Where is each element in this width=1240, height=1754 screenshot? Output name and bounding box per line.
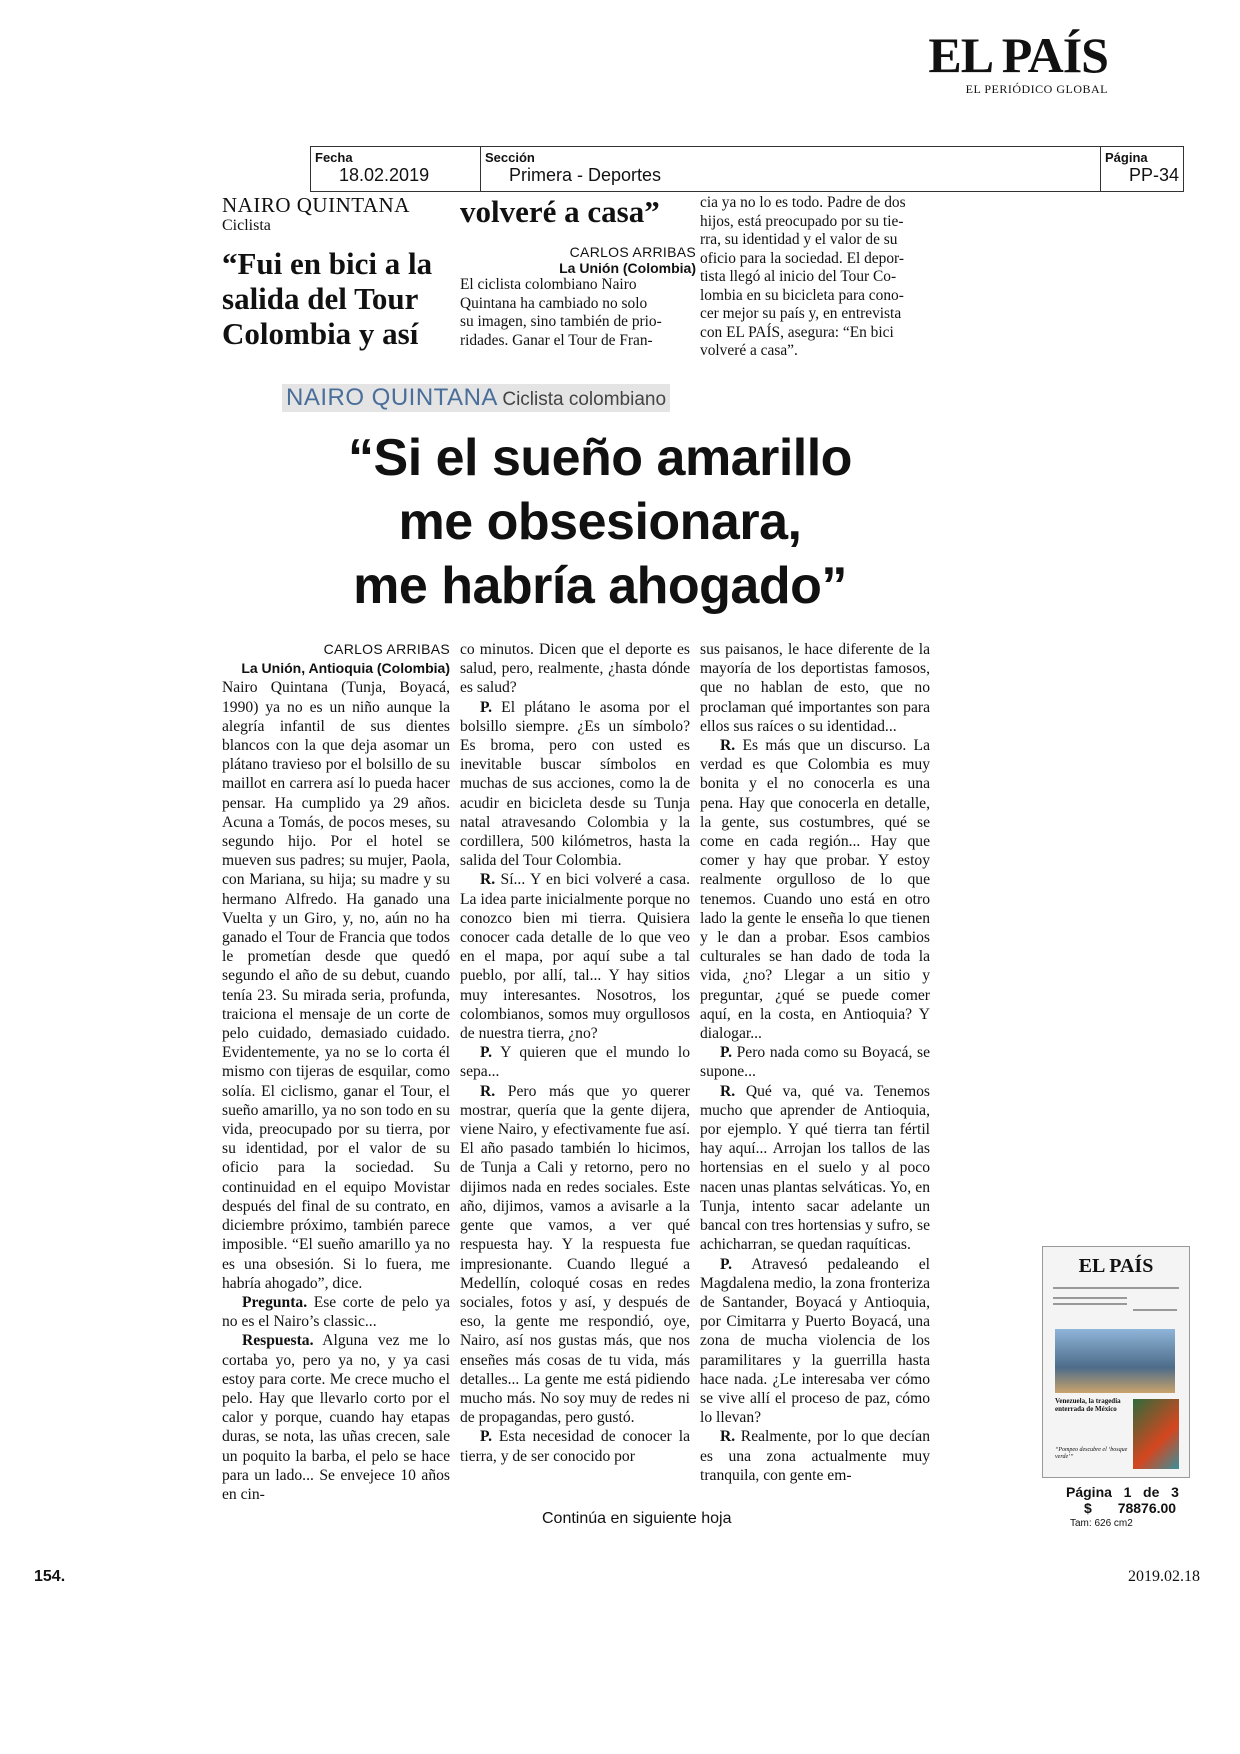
kicker-role: Ciclista colombiano [502,389,667,410]
article-paragraph: P. Y quieren que el mundo lo sepa... [460,1044,690,1081]
teaser-intro [222,194,448,351]
thumbnail-text-line [1133,1309,1177,1311]
thumbnail-rule [1053,1287,1179,1289]
page-thumbnail[interactable] [1042,1246,1190,1478]
article-paragraph: P. Esta necesidad de conocer la tierra, y de ser conocido por [460,1428,690,1465]
pagination-page: 1 [1123,1484,1132,1500]
seccion-value: Primera - Deportes [509,165,662,185]
teaser-line: su imagen, sino también de prio- [460,313,662,330]
qa-marker: R. [720,737,736,755]
article-paragraph: sus paisanos, le hace diferente de la mayoría de los deportistas famosos, que no hablan de esto, que no proclaman qué importantes son para ellos sus raíces o su identidad... [700,641,930,735]
headline-line: “Si el sueño amarillo [348,429,852,487]
teaser-line: volveré a casa”. [700,342,798,359]
article-paragraph: P. Atravesó pedaleando el Magdalena medio, la zona fronteriza de Santander, Boyacá y Antioquia, por Cimitarra y Puerto Boyacá, una zona de mucha violencia de los paramilitares y la guerrilla hasta hace nada. ¿Le interesaba ver cómo se vive allí el proceso de paz, cómo lo llevan? [700,1255,930,1427]
thumbnail-logo: EL PAÍS [1078,1255,1154,1277]
teaser-text-col3 [700,194,936,361]
teaser-headline-line: “Fui en bici a la [222,246,433,281]
price-value: 78876.00 [1117,1500,1177,1516]
thumbnail-subheadline: “Pompeo descubre el ‘bosque verde’” [1055,1447,1128,1460]
headline-line: me obsesionara, [398,493,802,551]
kicker-name: NAIRO QUINTANA [286,384,498,411]
article-kicker [282,384,670,412]
footer-number: 154. [34,1568,66,1585]
article-paragraph: P. Pero nada como su Boyacá, se supone... [700,1044,930,1081]
article-column-2 [460,640,690,1466]
article-paragraph: P. El plátano le asoma por el bolsillo siempre. ¿Es un símbolo? Es broma, pero con usted es inevitable buscar símbolos en muchas de sus acciones, como la de acudir en bicicleta desde su Tunja natal atravesando Colombia y la cordillera, 500 kilómetros, hasta la salida del Tour Colombia. [460,698,690,870]
teaser-line: con EL PAÍS, asegura: “En bici [700,323,894,341]
fecha-value: 18.02.2019 [339,165,430,185]
seccion-cell [481,147,1101,191]
teaser-name: NAIRO QUINTANA [222,193,410,217]
pagina-cell [1101,147,1183,191]
article-paragraph: Pregunta. Ese corte de pelo ya no es el Nairo’s classic... [222,1293,450,1331]
article-paragraph: R. Sí... Y en bici volveré a casa. La idea parte inicialmente porque no conozco bien mi tierra. Quisiera conocer cada detalle de lo que veo en el mapa, por aquí sube a tal pueblo, por allí, tal... Y hay sitios muy interesantes. Nosotros, los colombianos, somos muy orgullosos de nuestra tierra, ¿no? [460,871,690,1043]
teaser-place: La Unión (Colombia) [559,260,696,276]
headline-line: me habría ahogado” [353,557,847,615]
article-place: La Unión, Antioquia (Colombia) [241,660,450,677]
pagination-pages [1066,1484,1179,1500]
fecha-label: Fecha [315,150,353,165]
qa-marker: P. [480,1044,492,1062]
thumbnail-headline: Venezuela, la tragedia enterrada de México [1055,1397,1121,1413]
teaser-line: rra, su identidad y el valor de su [700,231,898,248]
qa-marker: R. [480,1082,496,1100]
article-paragraph: R. Qué va, qué va. Tenemos mucho que aprender de Antioquia, por ejemplo. Y qué tierra tan fértil hay aquí... Arrojan los tallos de las hortensias en el suelo y al poco nacen unas plantas selváticas. Yo, en Tunja, intento sacar adelante un bancal con tres hortensias y sufro, se achicharran, se quedan raquíticas. [700,1082,930,1254]
teaser-headline-line: Colombia y así [222,316,419,351]
continue-note: Continúa en siguiente hoja [542,1510,732,1527]
teaser-text-col2 [460,276,696,350]
teaser-line: El ciclista colombiano Nairo [460,276,637,293]
pagination-de: de [1143,1484,1160,1500]
teaser-line: ridades. Ganar el Tour de Fran- [460,331,653,349]
qa-marker: R. [720,1428,736,1446]
footer-date: 2019.02.18 [1128,1568,1200,1585]
thumbnail-photo [1055,1329,1175,1393]
fecha-cell [311,147,481,191]
pagination-total: 3 [1171,1484,1179,1500]
qa-marker: P. [480,1428,492,1446]
masthead [928,27,1108,97]
teaser-line: oficio para la sociedad. El depor- [700,249,904,267]
teaser-line: tista llegó al inicio del Tour Co- [700,268,897,285]
pagination [1066,1484,1179,1532]
pagination-label: Página [1066,1484,1112,1500]
pagina-value: PP-34 [1128,165,1179,185]
qa-marker: P. [480,698,492,716]
masthead-logo: EL PAÍS [928,27,1108,83]
qa-marker: R. [720,1082,736,1100]
teaser-col2 [460,194,696,350]
article-headline [230,426,970,618]
clipping-meta-table [310,146,1184,192]
qa-marker: R. [480,871,496,889]
teaser-line: hijos, está preocupado por su tie- [700,212,904,230]
pagina-label: Página [1105,150,1148,165]
pagination-size: Tam: 626 cm2 [1070,1518,1133,1529]
teaser-headline-line: salida del Tour [222,281,419,316]
teaser-byline: CARLOS ARRIBAS [569,244,696,260]
article-paragraph: R. Realmente, por lo que decían es una zona actualmente muy tranquila, con gente em- [700,1428,930,1484]
article-byline: CARLOS ARRIBAS [323,641,450,657]
seccion-label: Sección [485,150,535,165]
teaser-line: lombia en su bicicleta para cono- [700,286,904,304]
qa-marker: Respuesta. [242,1332,314,1350]
thumbnail-text-line [1053,1303,1127,1305]
teaser-role: Ciclista [222,217,271,234]
article-column-3 [700,640,930,1485]
article-paragraph: co minutos. Dicen que el deporte es salud, pero, realmente, ¿hasta dónde es salud? [460,641,690,697]
thumbnail-photo-2 [1133,1399,1179,1469]
price-currency: $ [1084,1500,1092,1516]
qa-marker: P. [720,1044,732,1062]
article-paragraph: R. Es más que un discurso. La verdad es que Colombia es muy bonita y el no conocerla es una pena. Hay que conocerla en detalle, la gente, sus costumbres, qué se come en cada región... Hay que comer y hay que probar. Y estoy realmente orgulloso de lo que tenemos. Cuando uno está en otro lado la gente le enseña lo que tienen y le dan a probar. Esos cambios culturales se han dado de toda la vida, ¿no? Llegar a un sitio y preguntar, ¿qué se puede comer aquí, en la costa, en Antioquia? Y dialogar... [700,737,930,1043]
teaser-line: Quintana ha cambiado no solo [460,294,648,312]
article-paragraph: R. Pero más que yo querer mostrar, quería que la gente dijera, viene Nairo, y efectivamente fue así. El año pasado también lo hicimos, de Tunja a Cali y retorno, pero no dijimos nada en redes sociales. Este año, dijimos, vamos a avisarle a la gente que vamos, a ver qué respuesta hay. Y la respuesta fue impresionante. Cuando llegué a Medellín, coloqué cosas en redes sociales, fotos y así, y después de eso, la gente me respondió, oye, Nairo, así nos gustas más, que nos enseñes más cosas de tu vida, más detalles... La gente me está pidiendo mucho más. No soy muy de redes ni de propagandas, pero gustó. [460,1082,690,1427]
teaser-headline [222,246,448,351]
masthead-tagline: EL PERIÓDICO GLOBAL [965,82,1108,96]
pagination-price [1066,1500,1179,1516]
article-paragraph: Nairo Quintana (Tunja, Boyacá, 1990) ya no es un niño aunque la alegría infantil de sus dientes blancos con la que deja asomar un plátano travieso por el bolsillo de su maillot en carrera así lo pueda hacer pensar. Ha cumplido ya 29 años. Acuna a Tomás, de pocos meses, su segundo hijo. Por el hotel se mueven sus padres; su mujer, Paola, con Mariana, su hija; su madre y su hermano Alfredo. Ha ganado una Vuelta y un Giro, y, no, aún no ha ganado el Tour de Francia que todos le prometían desde que quedó segundo el año de su debut, cuando tenía 23. Su mirada seria, profunda, traiciona el mensaje de un corte de pelo cuidado, demasiado cuidado. Evidentemente, ya no se lo corta él mismo con tijeras de esquilar, como solía. El ciclismo, ganar el Tour, el sueño amarillo, ya no son todo en su vida, preocupado por su tierra, por su identidad, por el valor de su oficio para la sociedad. Su continuidad en el equipo Movistar después del final de su contrato, en diciembre próximo, también parece imposible. “El sueño amarillo ya no es una obsesión. Si lo fuera, me habría ahogado”, dice. [222,679,450,1292]
qa-marker: P. [720,1255,732,1273]
teaser-headline-end: volveré a casa” [460,194,660,229]
thumbnail-text-line [1053,1297,1127,1299]
teaser-line: cia ya no lo es todo. Padre de dos [700,194,906,211]
article-paragraph: Respuesta. Alguna vez me lo cortaba yo, pero ya no, y ya casi estoy para corte. Me crece mucho el pelo. Hay que llevarlo corto por el calor y porque, cuando hay etapas duras, se nota, las uñas crecen, sale un poquito la barba, el pelo se hace para un lado... Se envejece 10 años en cin- [222,1332,450,1503]
teaser-line: cer mejor su país y, en entrevista [700,305,902,322]
article-column-1 [222,640,450,1504]
qa-marker: Pregunta. [242,1293,308,1311]
